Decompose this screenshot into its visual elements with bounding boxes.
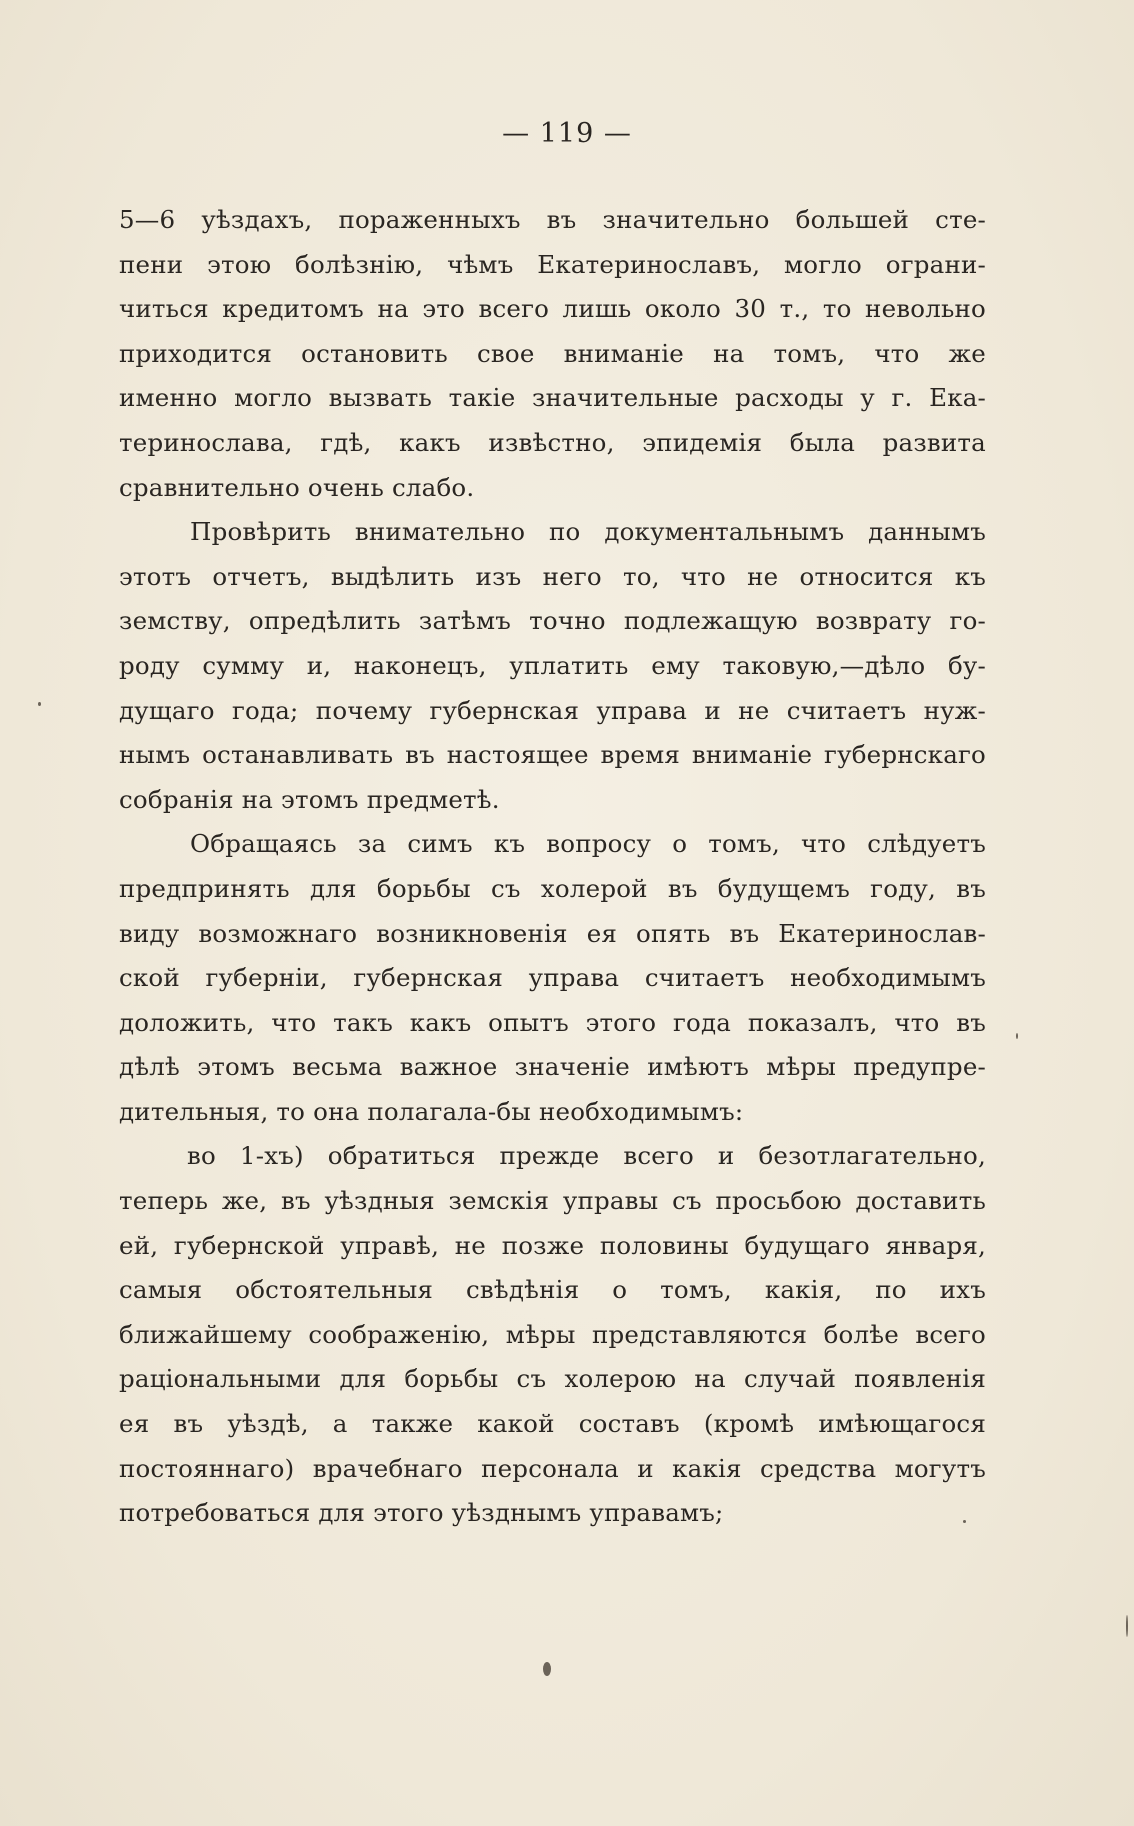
text-line: ской губерніи, губернская управа считаетъ необходимымъ [119,963,986,993]
text-line: читься кредитомъ на это всего лишь около 30 т., то невольно [119,294,986,324]
text-line: дущаго года; почему губернская управа и не считаетъ нуж- [119,695,986,725]
text-line: ей, губернской управѣ, не позже половины будущаго января, [119,1230,986,1260]
text-line: собранія на этомъ предметѣ. [119,784,500,814]
text-line: ближайшему соображенію, мѣры представляются болѣе всего [119,1319,986,1349]
text-line: теринослава, гдѣ, какъ извѣстно, эпидемія была развита [119,427,986,457]
text-line: постояннаго) врачебнаго персонала и какія средства могутъ [119,1453,986,1483]
text-line: этотъ отчетъ, выдѣлить изъ него то, что не относится къ [119,561,986,591]
text-line: доложить, что такъ какъ опытъ этого года показалъ, что въ [119,1007,986,1037]
text-line: ея въ уѣздѣ, а также какой составъ (кромѣ имѣющагося [119,1409,986,1439]
ink-speck [1016,1033,1018,1039]
paragraph-first-line: Обращаясь за симъ къ вопросу о томъ, что слѣдуетъ [190,829,986,859]
ink-speck [543,1662,551,1676]
paragraph-first-line: Провѣрить внимательно по документальнымъ даннымъ [190,517,986,547]
text-line: 5—6 уѣздахъ, пораженныхъ въ значительно большей сте- [119,205,986,234]
text-line: потребоваться для этого уѣзднымъ управамъ; [119,1498,724,1528]
text-line: дительныя, то она полагала-бы необходимымъ: [119,1096,744,1126]
text-line: именно могло вызвать такіе значительные расходы у г. Ека- [119,383,986,413]
text-line: предпринять для борьбы съ холерой въ будущемъ году, въ [119,873,986,903]
text-line: нымъ останавливать въ настоящее время вниманіе губернскаго [119,740,986,770]
ink-speck [38,702,41,706]
text-line: виду возможнаго возникновенія ея опять въ Екатеринослав- [119,918,986,948]
body-text [119,198,986,1536]
text-line: роду сумму и, наконецъ, уплатить ему таковую,—дѣло бу- [119,650,986,680]
text-line: самыя обстоятельныя свѣдѣнія о томъ, какія, по ихъ [119,1275,986,1305]
text-line: сравнительно очень слабо. [119,472,475,502]
text-line: дѣлѣ этомъ весьма важное значеніе имѣютъ мѣры предупре- [119,1052,986,1082]
ink-speck [1126,1615,1128,1637]
text-line: теперь же, въ уѣздныя земскія управы съ просьбою доставить [119,1186,986,1216]
page-number: — 119 — [502,118,632,149]
paragraph-first-line: во 1-хъ) обратиться прежде всего и безотлагательно, [187,1141,986,1171]
text-line: пени этою болѣзнію, чѣмъ Екатеринославъ, могло ограни- [119,249,986,279]
text-line: приходится остановить свое вниманіе на томъ, что же [119,338,986,368]
text-line: раціональными для борьбы съ холерою на случай появленія [119,1364,986,1394]
text-line: земству, опредѣлить затѣмъ точно подлежащую возврату го- [119,606,986,636]
ink-speck [963,1520,966,1523]
